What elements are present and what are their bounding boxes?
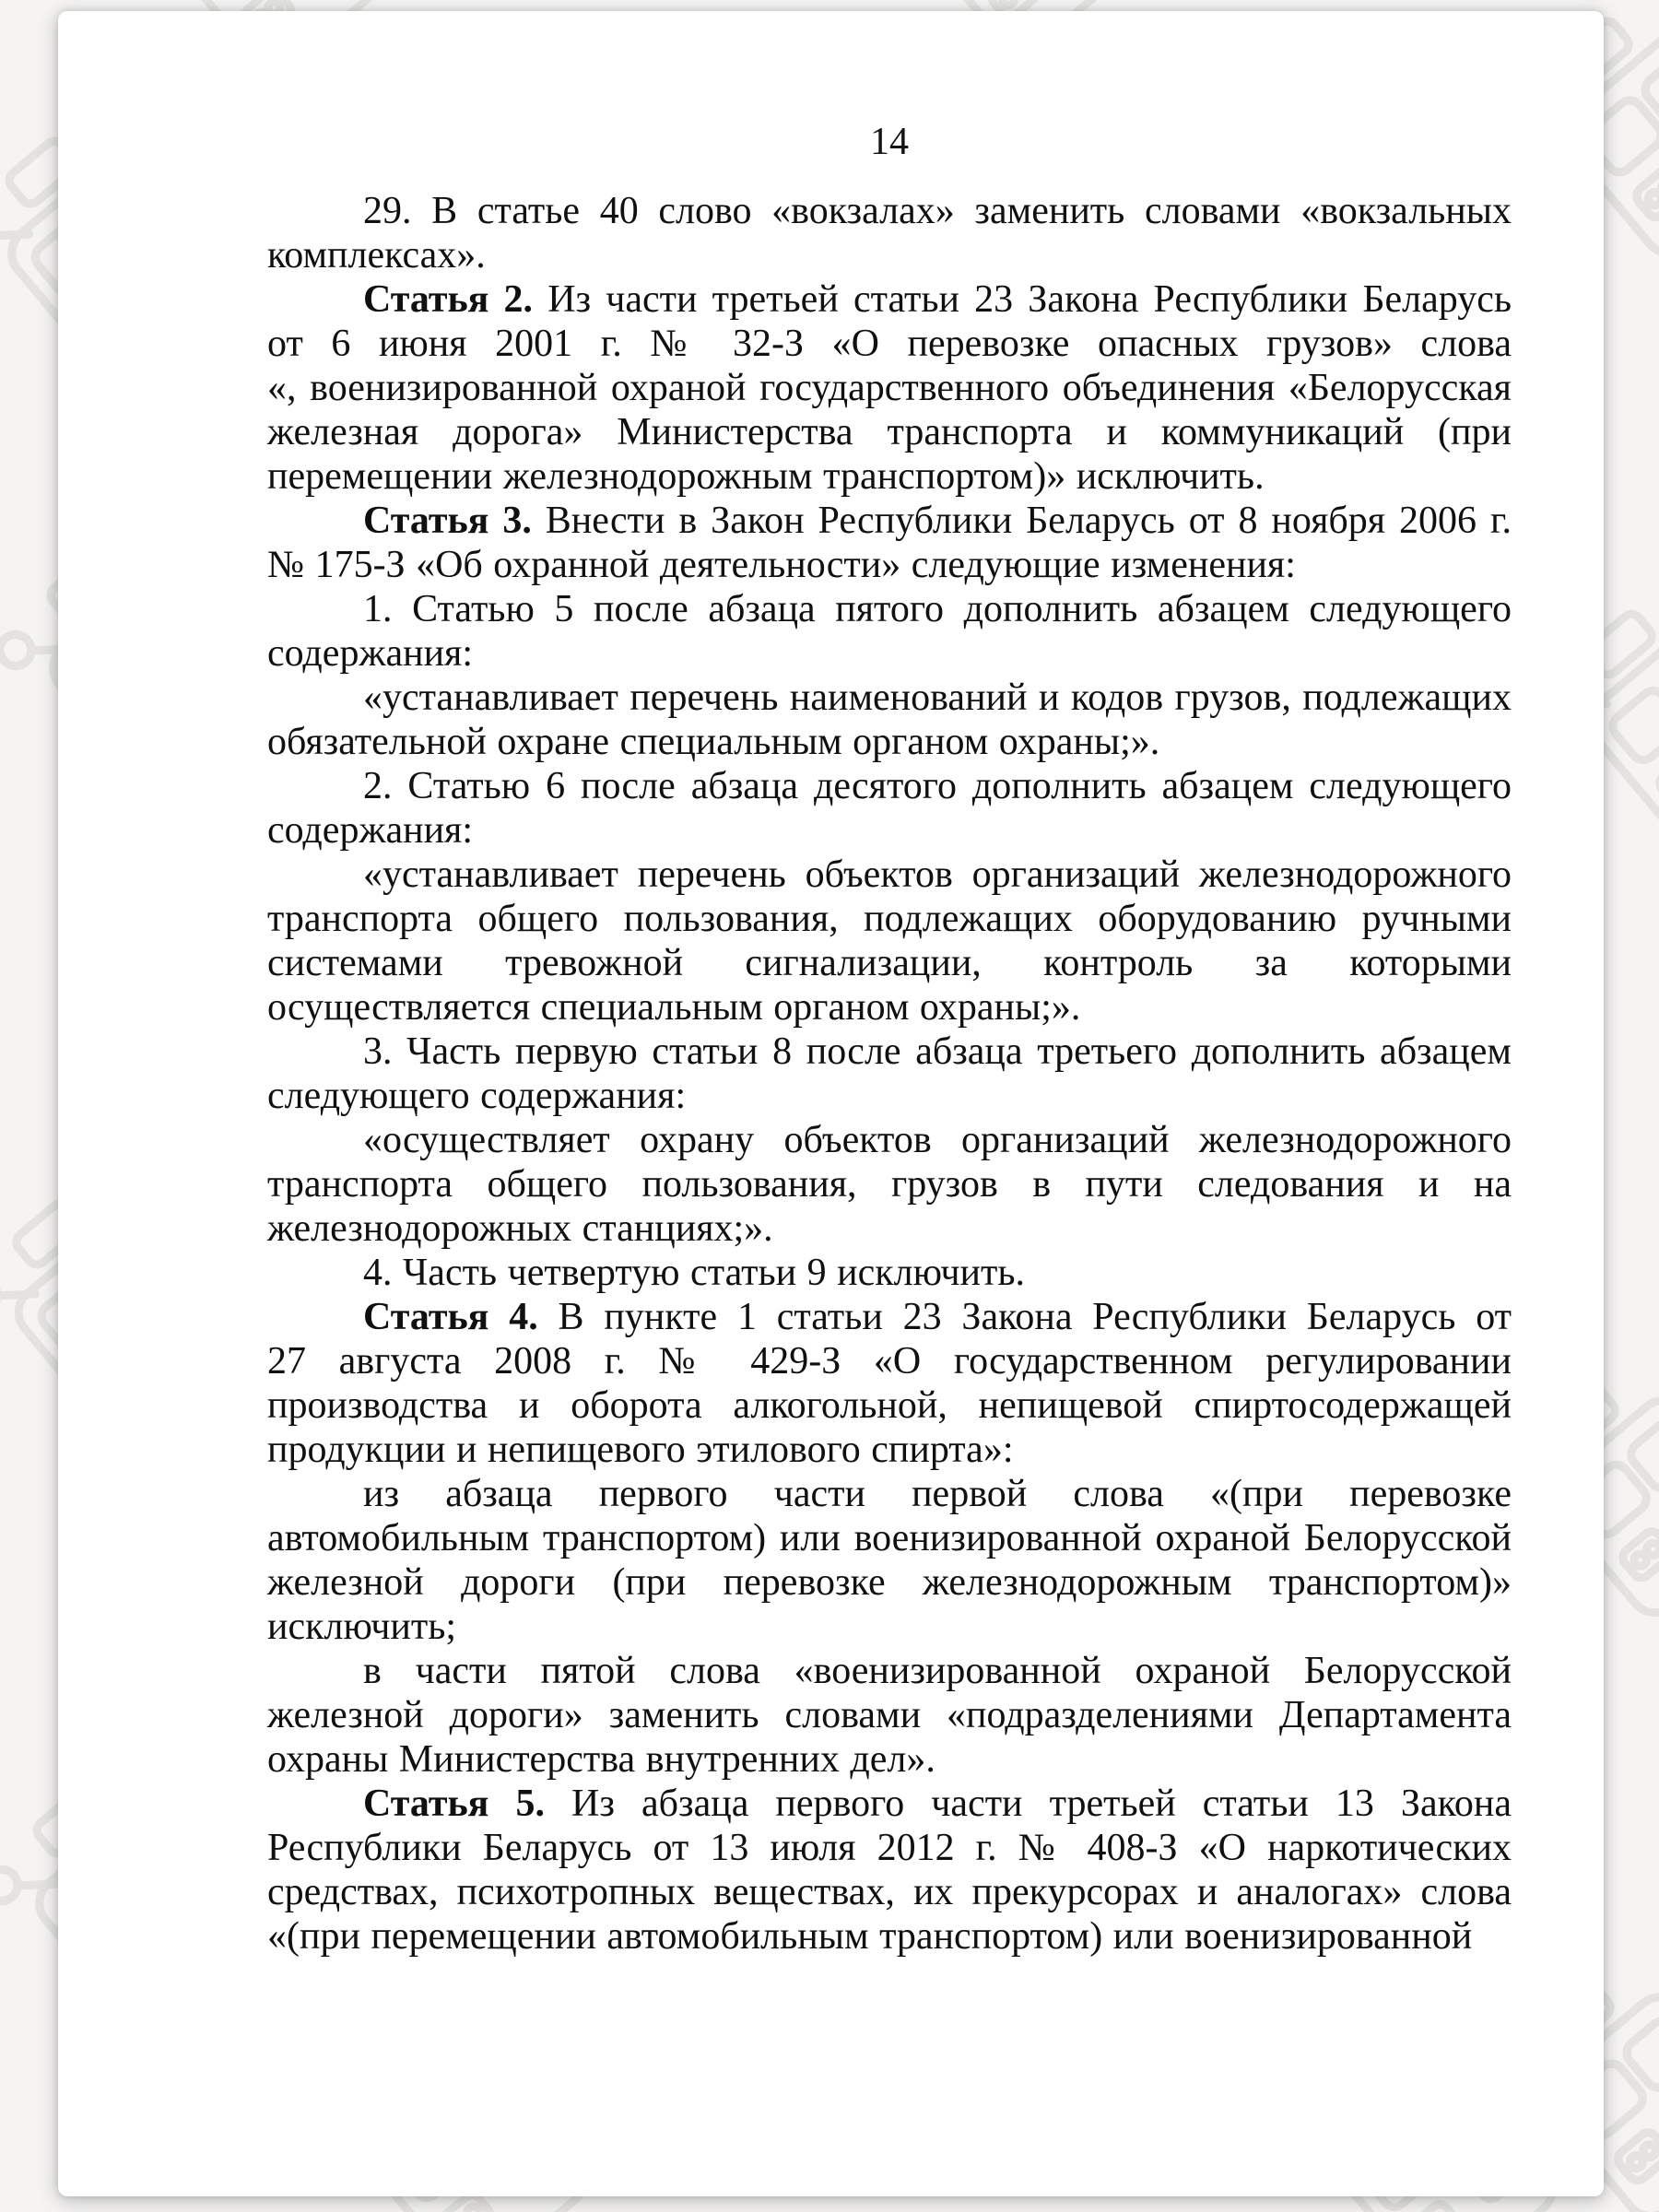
body-paragraph: 29. В статье 40 слово «вокзалах» заменить словами «вокзальных комплексах». — [267, 190, 1512, 276]
article-start-paragraph: Статья 2. Из части третьей статьи 23 Закона Республики Беларусь от 6 июня 2001 г. № 32-З «О перевозке опасных грузов» слова «, военизированной охраной государственного объединения «Белорусская железная дорога» Министерства транспорта и коммуникаций (при перемещении железнодорожным транспортом)» исключить. — [267, 278, 1512, 498]
body-paragraph: из абзаца первого части первой слова «(при перевозке автомобильным транспортом) или военизированной охраной Белорусской железной дороги (при перевозке железнодорожным транспортом)» исключить; — [267, 1473, 1512, 1648]
article-start-paragraph: Статья 4. В пункте 1 статьи 23 Закона Республики Беларусь от 27 августа 2008 г. № 429-З «О государственном регулировании производства и оборота алкогольной, непищевой спиртосодержащей продукции и непищевого этилового спирта»: — [267, 1296, 1512, 1471]
article-number-label: Статья 2. — [363, 278, 548, 321]
body-paragraph: в части пятой слова «военизированной охраной Белорусской железной дороги» заменить словами «подразделениями Департамента охраны Министерства внутренних дел». — [267, 1650, 1512, 1781]
page-number: 14 — [870, 121, 909, 163]
body-paragraph: 4. Часть четвертую статьи 9 исключить. — [363, 1252, 1025, 1294]
body-paragraph: «устанавливает перечень наименований и кодов грузов, подлежащих обязательной охране специальным органом охраны;». — [267, 677, 1512, 763]
document-body — [267, 189, 1512, 1959]
article-start-paragraph: Статья 3. Внести в Закон Республики Беларусь от 8 ноября 2006 г. № 175-З «Об охранной деятельности» следующие изменения: — [267, 500, 1512, 586]
article-start-paragraph: Статья 5. Из абзаца первого части третьей статьи 13 Закона Республики Беларусь от 13 июля 2012 г. № 408-З «О наркотических средствах, психотропных веществах, их прекурсорах и аналогах» слова «(при перемещении автомобильным транспортом) или военизированной — [267, 1783, 1512, 1958]
body-paragraph: «осуществляет охрану объектов организаций железнодорожного транспорта общего пользования, грузов в пути следования и на железнодорожных станциях;». — [267, 1119, 1512, 1250]
article-number-label: Статья 5. — [363, 1783, 572, 1825]
body-paragraph: «устанавливает перечень объектов организаций железнодорожного транспорта общего пользования, подлежащих оборудованию ручными системами тревожной сигнализации, контроль за которыми осуществляется специальным органом охраны;». — [267, 853, 1512, 1029]
body-paragraph: 3. Часть первую статьи 8 после абзаца третьего дополнить абзацем следующего содержания: — [267, 1030, 1512, 1117]
body-paragraph: 1. Статью 5 после абзаца пятого дополнить абзацем следующего содержания: — [267, 588, 1512, 675]
body-paragraph: 2. Статью 6 после абзаца десятого дополнить абзацем следующего содержания: — [267, 765, 1512, 852]
article-number-label: Статья 3. — [363, 500, 546, 542]
article-number-label: Статья 4. — [363, 1296, 559, 1338]
page-sheet — [58, 11, 1604, 2196]
